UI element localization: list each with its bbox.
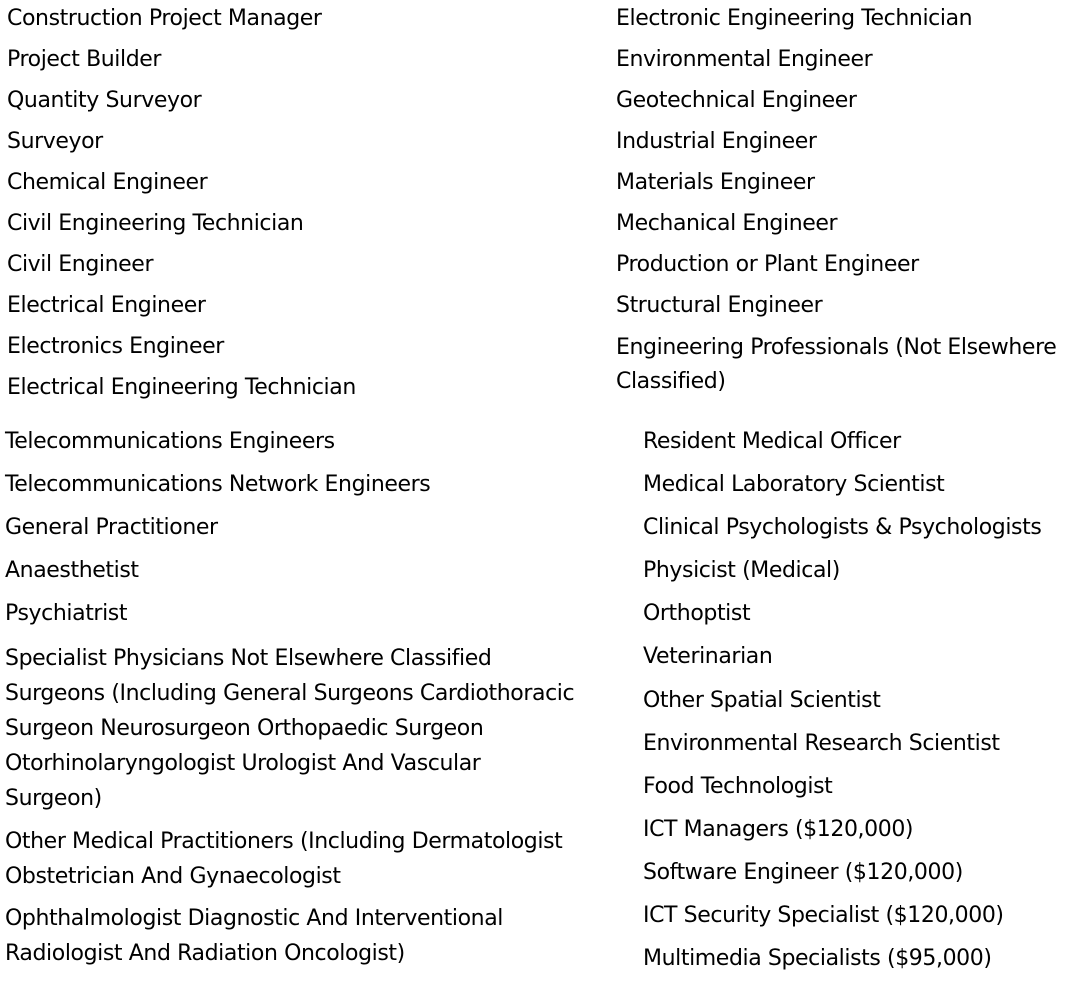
list-item: Electronics Engineer <box>7 334 224 359</box>
list-item: Chemical Engineer <box>7 170 208 195</box>
list-item: Project Builder <box>7 47 162 72</box>
list-item: Environmental Research Scientist <box>643 731 1000 756</box>
list-item: Civil Engineer <box>7 252 154 277</box>
list-item: Orthoptist <box>643 601 751 626</box>
list-item: Engineering Professionals (Not Elsewhere Classified) <box>616 335 1057 394</box>
list-item: Electrical Engineering Technician <box>7 375 356 400</box>
list-item: Mechanical Engineer <box>616 211 838 236</box>
list-item: Telecommunications Engineers <box>5 429 335 454</box>
list-item: Telecommunications Network Engineers <box>5 472 431 497</box>
list-item: Multimedia Specialists ($95,000) <box>643 946 992 971</box>
list-item: Civil Engineering Technician <box>7 211 304 236</box>
list-item: Materials Engineer <box>616 170 815 195</box>
list-item: Software Engineer ($120,000) <box>643 860 963 885</box>
list-item: Physicist (Medical) <box>643 558 840 583</box>
list-item: Construction Project Manager <box>7 6 322 31</box>
list-item: Ophthalmologist Diagnostic And Interventional Radiologist And Radiation Oncologist) <box>5 906 504 966</box>
list-item: Other Spatial Scientist <box>643 688 881 713</box>
list-item: Anaesthetist <box>5 558 139 583</box>
list-item: Structural Engineer <box>616 293 823 318</box>
list-item: Food Technologist <box>643 774 833 799</box>
list-item: General Practitioner <box>5 515 218 540</box>
list-item: Electrical Engineer <box>7 293 206 318</box>
list-item: Specialist Physicians Not Elsewhere Classified Surgeons (Including General Surgeons Cardiothoracic Surgeon Neurosurgeon Orthopaedic Surgeon Otorhinolaryngologist Urologist And Vascular Surgeon) <box>5 646 575 811</box>
list-item: Medical Laboratory Scientist <box>643 472 945 497</box>
list-item: ICT Managers ($120,000) <box>643 817 914 842</box>
list-item: Psychiatrist <box>5 601 128 626</box>
list-item: ICT Security Specialist ($120,000) <box>643 903 1004 928</box>
list-item: Industrial Engineer <box>616 129 817 154</box>
list-item: Geotechnical Engineer <box>616 88 857 113</box>
list-item: Clinical Psychologists & Psychologists <box>643 515 1042 540</box>
list-item: Surveyor <box>7 129 103 154</box>
list-item: Environmental Engineer <box>616 47 873 72</box>
list-item: Production or Plant Engineer <box>616 252 919 277</box>
list-item: Resident Medical Officer <box>643 429 901 454</box>
list-item: Electronic Engineering Technician <box>616 6 973 31</box>
list-item: Quantity Surveyor <box>7 88 202 113</box>
list-item: Other Medical Practitioners (Including Dermatologist Obstetrician And Gynaecologist <box>5 829 563 889</box>
list-item: Veterinarian <box>643 644 773 669</box>
